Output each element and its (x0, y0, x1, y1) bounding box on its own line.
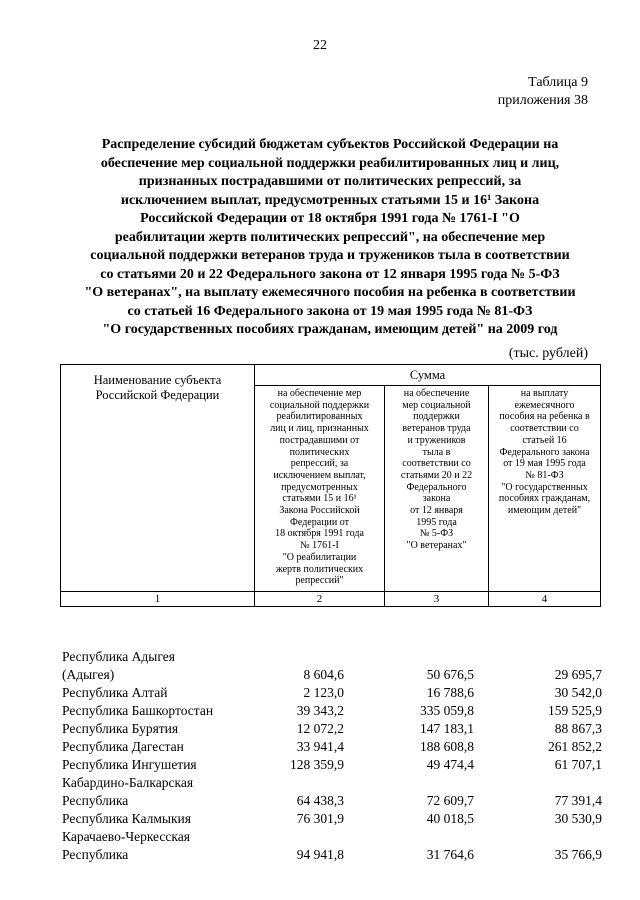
column-number-1: 1 (61, 591, 255, 606)
title-line: исключением выплат, предусмотренных статьями 15 и 16¹ Закона (120, 192, 540, 208)
header-text-line: поддержки (413, 411, 460, 423)
value-child-benefit: 261 852,2 (548, 739, 602, 754)
header-text-line: "О реабилитации (282, 551, 357, 563)
table-row (62, 846, 602, 864)
header-text-line: тыла в (422, 446, 451, 458)
value-child-benefit: 61 707,1 (554, 757, 602, 772)
header-sum: Сумма (255, 365, 601, 386)
value-veterans: 335 059,8 (420, 703, 474, 718)
value-veterans: 49 474,4 (426, 757, 474, 772)
value-rehabilitated: 76 301,9 (296, 811, 344, 826)
table-row (62, 666, 602, 684)
header-text-line: закона (422, 493, 451, 505)
header-text-line: Федерации от (290, 516, 349, 528)
title-line: реабилитации жертв политических репрессий", на обеспечение мер (114, 229, 546, 245)
header-text-line: лиц и лиц, признанных (270, 423, 369, 435)
header-text-line: пострадавшими от (279, 434, 360, 446)
value-child-benefit: 35 766,9 (554, 847, 602, 862)
table-header (60, 364, 601, 607)
region-name: Республика Дагестан (62, 739, 184, 754)
header-text-line: имеющим детей" (507, 505, 582, 517)
header-text-line: на обеспечение мер (277, 388, 362, 399)
header-text-line: пособиях гражданам, (498, 493, 591, 505)
table-row (62, 684, 602, 702)
value-rehabilitated: 94 941,8 (296, 847, 344, 862)
header-text-line: исключением выплат, (273, 469, 366, 481)
value-rehabilitated: 12 072,2 (296, 721, 344, 736)
value-veterans: 16 788,6 (426, 685, 474, 700)
header-text-line: политических (289, 446, 350, 458)
value-child-benefit: 29 695,7 (554, 667, 602, 682)
header-text-line: пособия на ребенка в (499, 411, 590, 423)
data-rows (62, 648, 602, 864)
header-text-line: соответствии со (402, 458, 471, 470)
title-line: социальной поддержки ветеранов труда и тружеников тыла в соответствии (90, 248, 570, 263)
header-text-line: "О ветеранах" (406, 540, 467, 552)
region-name: Республика (62, 793, 129, 808)
value-child-benefit: 30 542,0 (554, 685, 602, 700)
value-rehabilitated: 2 123,0 (303, 685, 344, 700)
region-name: Республика Алтай (62, 685, 168, 700)
header-text-line: ветеранов труда (402, 423, 471, 435)
page-number: 22 (313, 38, 327, 53)
header-region-name (61, 365, 255, 592)
header-text-line: на обеспечение (403, 388, 470, 399)
header-text-line: Наименование субъекта (93, 373, 222, 387)
table-row (62, 810, 602, 828)
table-row (62, 828, 602, 846)
header-text-line: № 1761-I (300, 540, 339, 552)
header-text-line: № 81-ФЗ (525, 469, 564, 481)
title-line: Российской Федерации от 18 октября 1991 года № 1761-I "О (140, 211, 520, 226)
header-text-line: Российской Федерации (95, 388, 220, 402)
value-child-benefit: 159 525,9 (548, 703, 602, 718)
region-name: Карачаево-Черкесская (62, 829, 190, 844)
region-name: Республика Бурятия (62, 721, 179, 736)
table-row (62, 648, 602, 666)
value-rehabilitated: 8 604,6 (303, 667, 344, 682)
value-rehabilitated: 39 343,2 (296, 703, 344, 718)
header-text-line: 18 октября 1991 года (275, 528, 364, 540)
value-veterans: 50 676,5 (426, 667, 474, 682)
header-text-line: Федерального закона (499, 446, 590, 458)
value-child-benefit: 30 530,9 (554, 811, 602, 826)
region-name: (Адыгея) (62, 667, 115, 682)
header-text-line: и тружеников (407, 434, 466, 446)
table-row (62, 756, 602, 774)
header-text-line: ежемесячного (514, 399, 575, 411)
table-number: Таблица 9 (528, 75, 588, 90)
table-row (62, 738, 602, 756)
value-veterans: 31 764,6 (426, 847, 474, 862)
header-text-line: статьей 16 (522, 434, 567, 446)
table-row (62, 720, 602, 738)
appendix-number: приложения 38 (497, 93, 588, 108)
title-line: обеспечение мер социальной поддержки реабилитированных лиц и лиц, (100, 155, 560, 171)
title-line: Распределение субсидий бюджетам субъектов Российской Федерации на (101, 137, 559, 152)
table-row (62, 702, 602, 720)
header-text-line: от 19 мая 1995 года (503, 458, 586, 470)
header-text-line: предусмотренных (281, 481, 358, 493)
region-name: Республика Адыгея (62, 649, 175, 664)
header-col-veterans (385, 386, 489, 592)
header-text-line: 1995 года (416, 516, 457, 528)
title-line: признанных пострадавшими от политических репрессий, за (138, 174, 522, 189)
table-reference (498, 74, 588, 110)
value-veterans: 147 183,1 (420, 721, 474, 736)
header-text-line: социальной поддержки (269, 399, 370, 411)
header-text-line: жертв политических (275, 563, 364, 575)
header-col-child-benefit (489, 386, 601, 592)
region-name: Республика Башкортостан (62, 703, 214, 718)
header-text-line: статьями 20 и 22 (400, 469, 473, 481)
units-label: (тыс. рублей) (508, 346, 588, 361)
header-text-line: на выплату (520, 388, 569, 399)
value-child-benefit: 88 867,3 (554, 721, 602, 736)
header-text-line: репрессий, за (290, 458, 349, 470)
title-line: со статьей 16 Федерального закона от 19 мая 1995 года № 81-ФЗ (127, 303, 533, 319)
value-veterans: 72 609,7 (426, 793, 474, 808)
document-title (60, 136, 600, 340)
header-text-line: реабилитированных (276, 411, 363, 423)
header-text-line: Федерального (406, 481, 467, 493)
header-text-line: статьями 15 и 16¹ (282, 493, 357, 505)
header-text-line: от 12 января (410, 505, 463, 517)
column-number-3: 3 (385, 591, 489, 606)
header-col-rehabilitated (255, 386, 385, 592)
region-name: Кабардино-Балкарская (62, 775, 194, 790)
table-row (62, 792, 602, 810)
title-line: "О государственных пособиях гражданам, имеющим детей" на 2009 год (102, 322, 558, 337)
value-rehabilitated: 128 359,9 (290, 757, 344, 772)
column-number-4: 4 (489, 591, 601, 606)
header-text-line: № 5-ФЗ (419, 528, 454, 540)
header-text-line: "О государственных (501, 481, 588, 493)
region-name: Республика Калмыкия (62, 811, 191, 826)
title-line: "О ветеранах", на выплату ежемесячного пособия на ребенка в соответствии (84, 285, 576, 300)
header-text-line: мер социальной (402, 399, 471, 411)
region-name: Республика Ингушетия (62, 757, 197, 772)
header-text-line: соответствии со (510, 423, 579, 435)
value-veterans: 188 608,8 (420, 739, 474, 754)
header-text-line: Закона Российской (279, 505, 360, 517)
value-rehabilitated: 33 941,4 (296, 739, 344, 754)
value-veterans: 40 018,5 (426, 811, 474, 826)
region-name: Республика (62, 847, 129, 862)
column-number-2: 2 (255, 591, 385, 606)
value-child-benefit: 77 391,4 (554, 793, 602, 808)
table-row (62, 774, 602, 792)
title-line: со статьями 20 и 22 Федерального закона от 12 января 1995 года № 5-ФЗ (100, 266, 560, 282)
header-text-line: репрессий" (295, 575, 344, 587)
value-rehabilitated: 64 438,3 (296, 793, 344, 808)
